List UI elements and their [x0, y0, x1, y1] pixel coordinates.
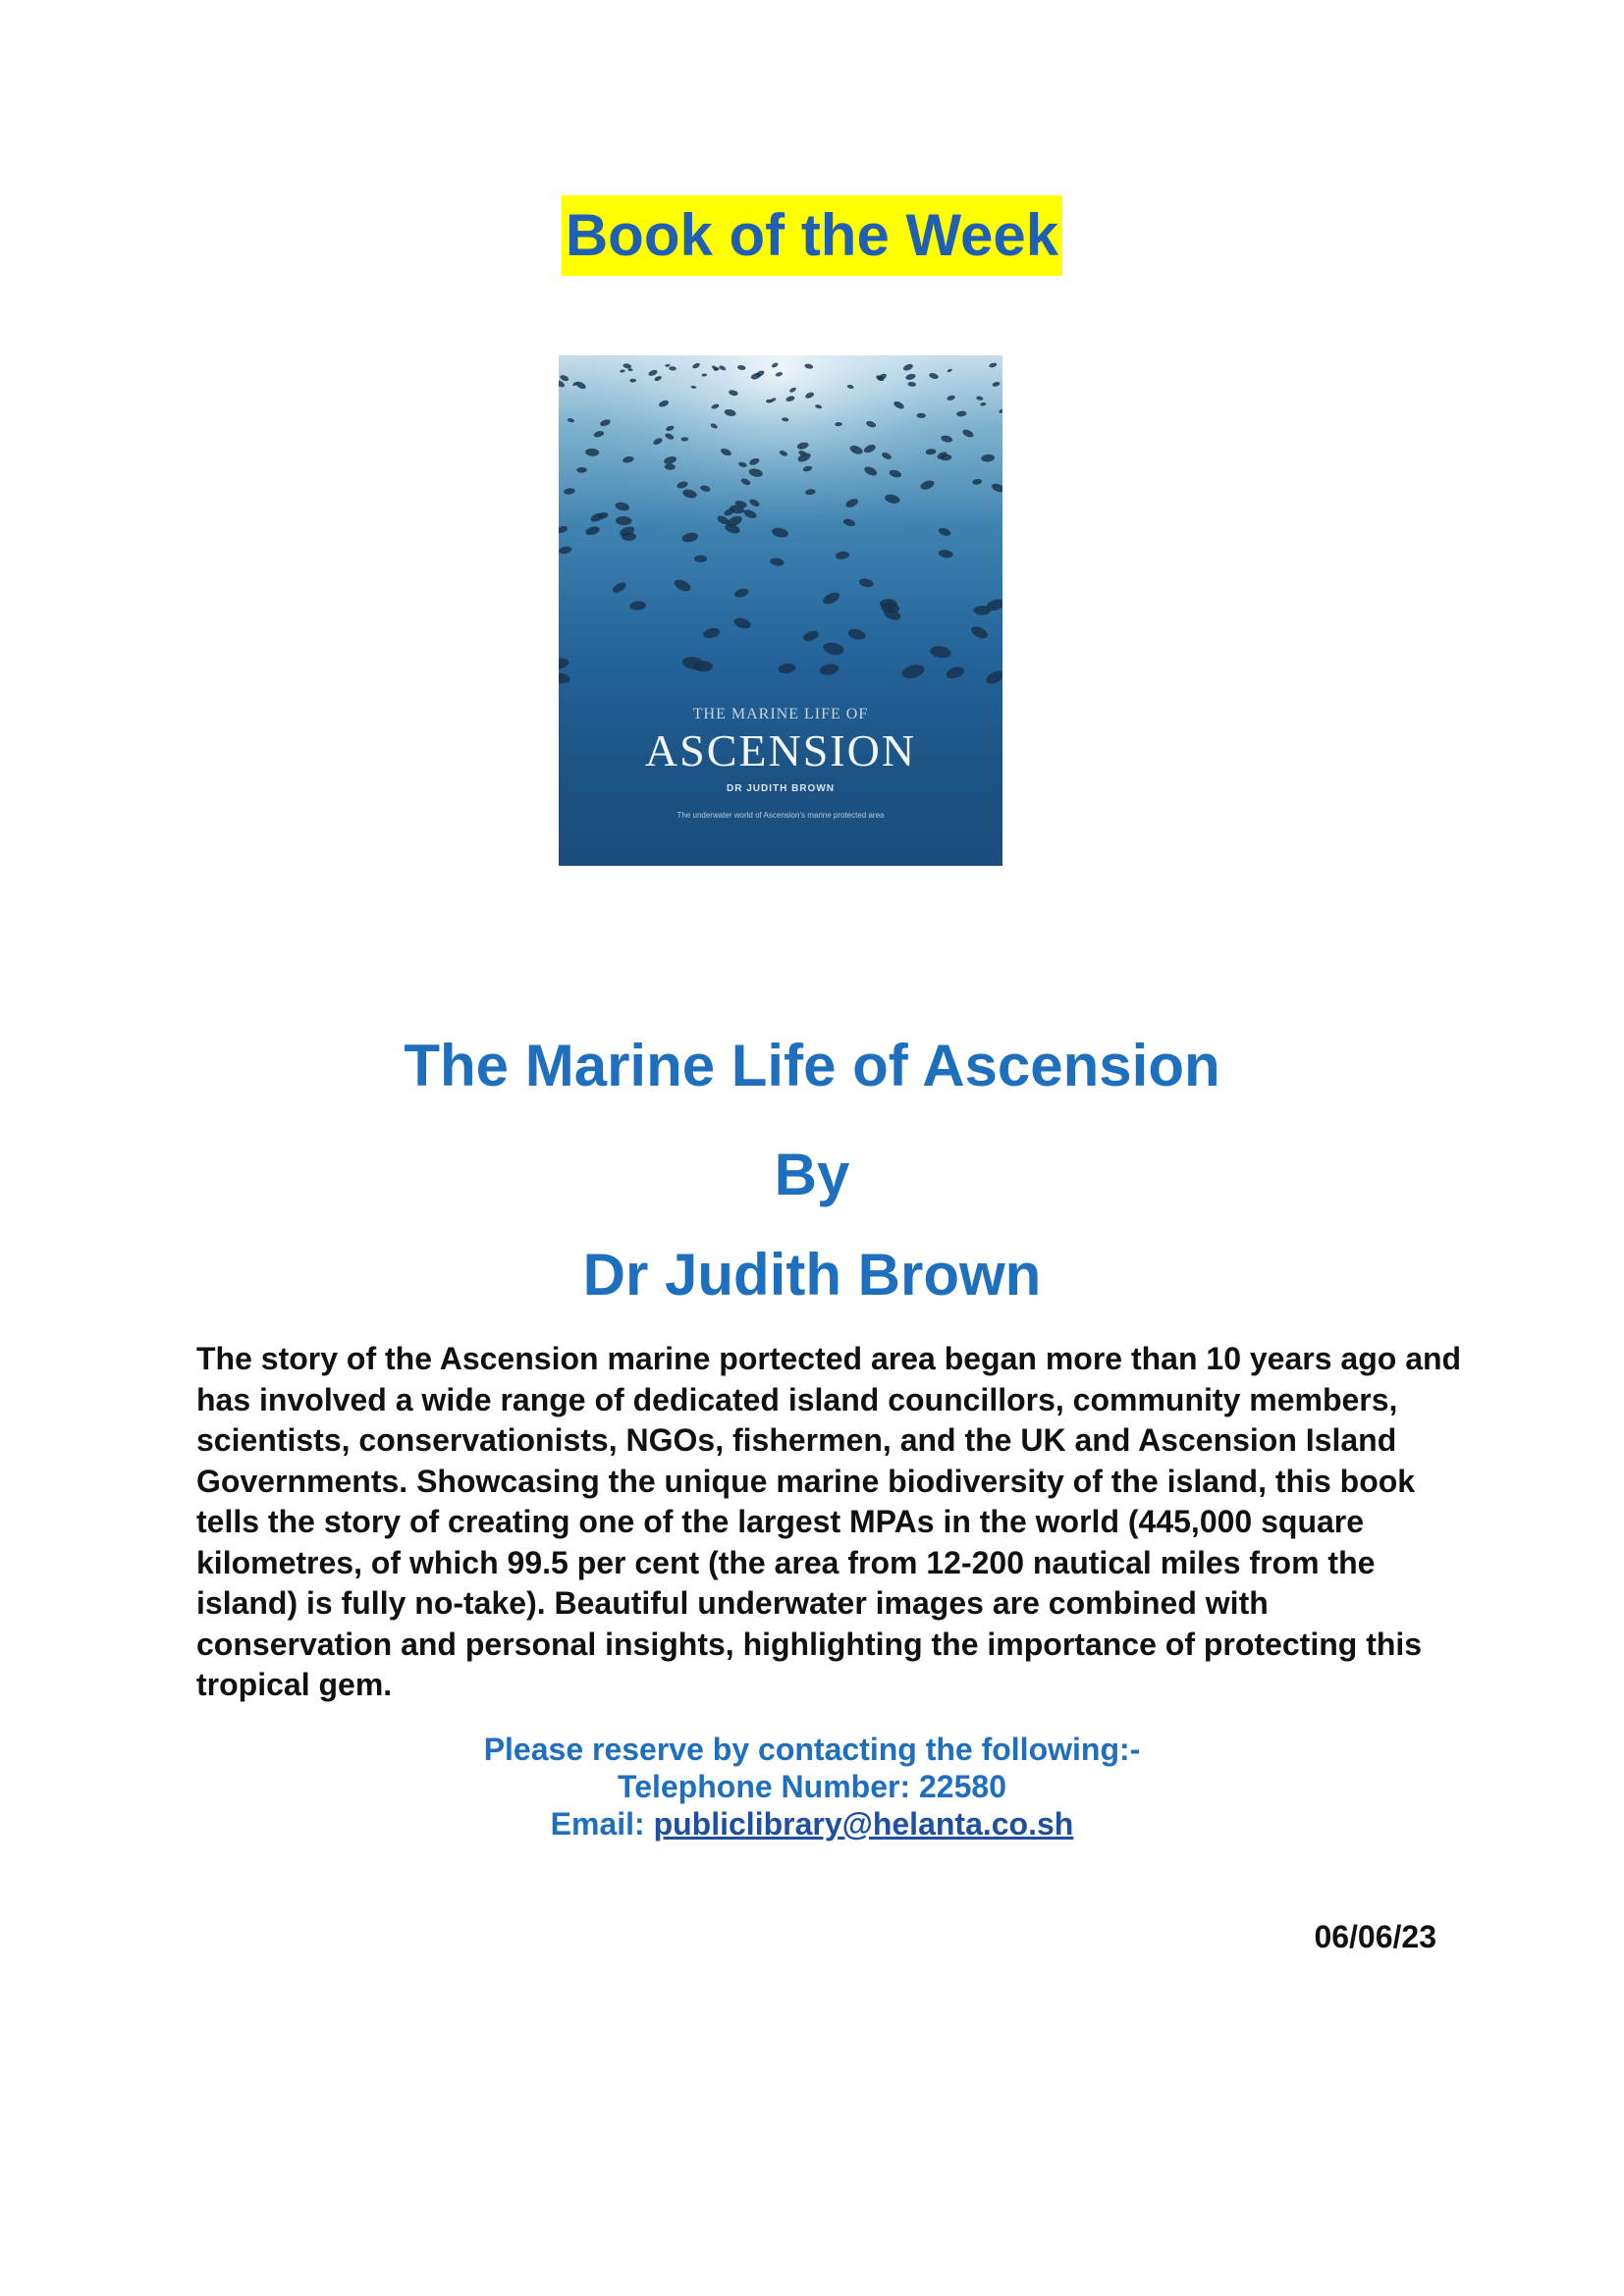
fish-shape — [778, 663, 796, 674]
fish-shape — [984, 668, 1002, 687]
email-line — [0, 1805, 1624, 1842]
fish-shape — [694, 556, 707, 562]
cover-series-title: THE MARINE LIFE OF — [692, 706, 869, 722]
book-by: By — [774, 1142, 850, 1207]
book-title: The Marine Life of Ascension — [404, 1033, 1220, 1098]
fish-shape — [974, 606, 991, 615]
date-stamp: 06/06/23 — [1314, 1919, 1436, 1954]
book-author: Dr Judith Brown — [582, 1242, 1042, 1308]
email-label: Email: — [550, 1806, 645, 1842]
telephone-number: Telephone Number: 22580 — [618, 1769, 1006, 1804]
page-heading: Book of the Week — [562, 195, 1062, 276]
cover-main-title: ASCENSION — [644, 725, 917, 775]
fish-shape — [559, 657, 569, 670]
fish-shape — [900, 663, 926, 681]
email-link[interactable]: publiclibrary@helanta.co.sh — [653, 1806, 1074, 1842]
cover-author: DR JUDITH BROWN — [727, 783, 835, 794]
book-cover-image — [559, 355, 1002, 866]
cover-tagline: The underwater world of Ascension's marine protected area — [677, 811, 885, 820]
fish-shape — [945, 665, 965, 680]
fish-shape — [559, 672, 570, 685]
heading-container — [0, 195, 1624, 276]
fish-shape — [819, 663, 839, 676]
reserve-intro: Please reserve by contacting the following:- — [483, 1732, 1141, 1767]
book-description: The story of the Ascension marine portected area began more than 10 years ago and has involved a wide range of dedicated island councillors, community members, scientists, conservationists, NGOs, fishermen, and the UK and Ascension Island Governments. Showcasing the unique marine biodiversity of the island, this book tells the story of creating one of the largest MPAs in the world (445,000 square kilometres, of which 99.5 per cent (the area from 12-200 nautical miles from the island) is fully no-take). Beautiful underwater images are combined with conservation and personal insights, highlighting the importance of protecting this tropical gem. — [196, 1341, 1462, 1702]
